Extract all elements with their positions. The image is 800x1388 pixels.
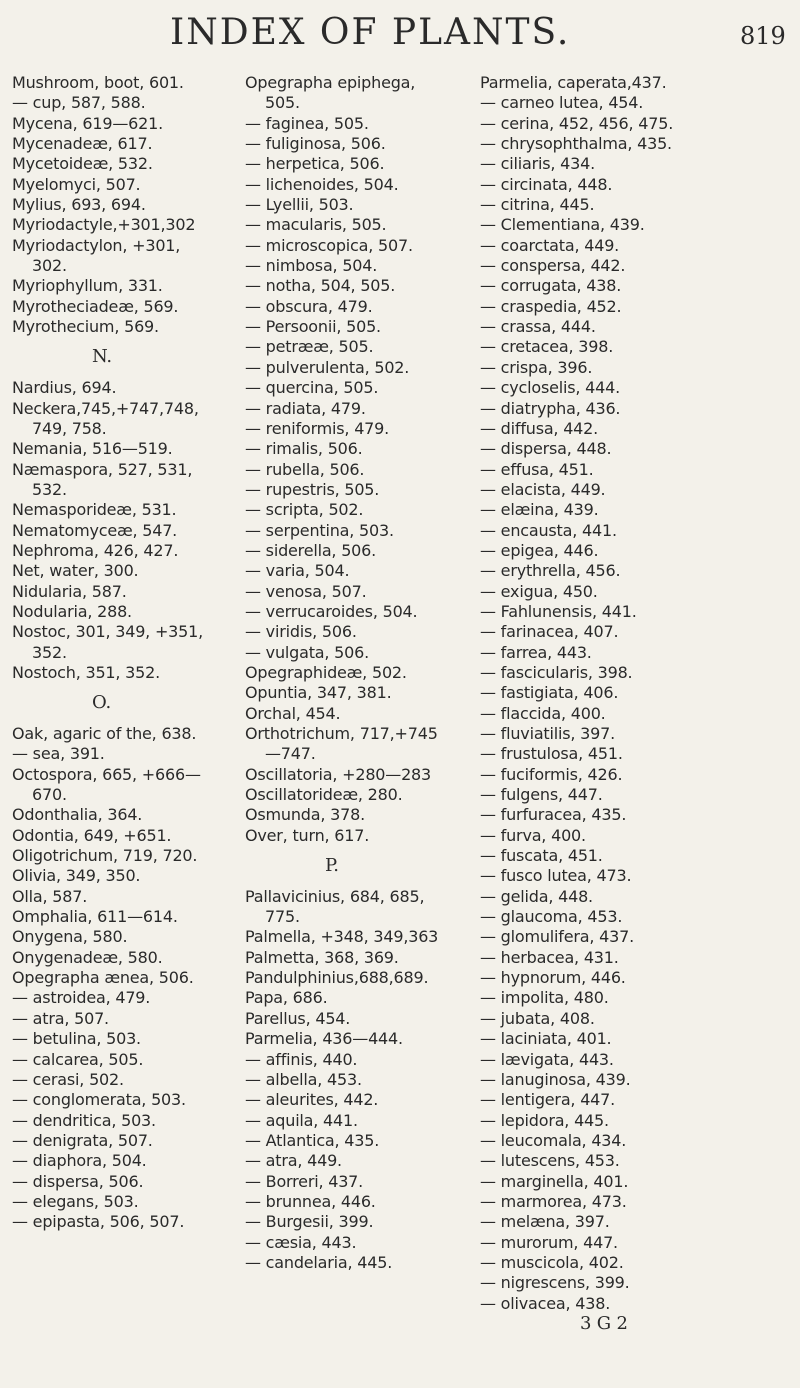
index-entry: — marginella, 401.: [480, 1171, 629, 1191]
index-entry: — nimbosa, 504.: [245, 256, 378, 276]
index-column-3: [480, 73, 735, 1334]
index-entry: — farinacea, 407.: [480, 622, 619, 642]
index-entry: — furfuracea, 435.: [480, 805, 627, 825]
index-entry: — macularis, 505.: [245, 215, 387, 235]
index-entry: — herpetica, 506.: [245, 154, 385, 174]
index-entry: Opegrapha ænea, 506.: [12, 968, 194, 988]
index-entry: Myriodactylon, +301,: [12, 235, 181, 255]
index-entry: — diffusa, 442.: [480, 418, 599, 438]
page-title: INDEX OF PLANTS.: [170, 12, 571, 53]
entries-p: [245, 887, 470, 1274]
index-entry: 670.: [32, 785, 67, 805]
index-entry: — lanuginosa, 439.: [480, 1069, 631, 1089]
index-entry: — albella, 453.: [245, 1069, 362, 1089]
index-entry: Odontia, 649, +651.: [12, 825, 172, 845]
index-entry: — melæna, 397.: [480, 1212, 610, 1232]
section-heading-o: O.: [92, 692, 112, 714]
index-entry: — lævigata, 443.: [480, 1049, 614, 1069]
index-entry: Oscillatoria, +280—283: [245, 764, 432, 784]
index-entry: Pandulphinius,688,689.: [245, 968, 429, 988]
index-entry: Onygenadeæ, 580.: [12, 947, 163, 967]
entries-o: [12, 724, 237, 1233]
index-entry: Onygena, 580.: [12, 927, 128, 947]
index-entry: — rimalis, 506.: [245, 439, 363, 459]
index-entry: — fascicularis, 398.: [480, 662, 633, 682]
index-entry: — elacista, 449.: [480, 479, 606, 499]
index-entry: — fuscata, 451.: [480, 846, 603, 866]
index-entry: — atra, 507.: [12, 1008, 109, 1028]
index-entry: — hypnorum, 446.: [480, 968, 626, 988]
index-entry: — jubata, 408.: [480, 1008, 595, 1028]
index-entry: Over, turn, 617.: [245, 825, 370, 845]
index-entry: Papa, 686.: [245, 988, 328, 1008]
index-entry: Nostoch, 351, 352.: [12, 662, 161, 682]
index-entry: — cerasi, 502.: [12, 1069, 124, 1089]
index-entry: Opegraphideæ, 502.: [245, 662, 407, 682]
index-entry: — exigua, 450.: [480, 581, 598, 601]
index-entry: — ciliaris, 434.: [480, 154, 595, 174]
index-entry: Odonthalia, 364.: [12, 805, 143, 825]
index-entry: — flaccida, 400.: [480, 703, 606, 723]
index-entry: — aquila, 441.: [245, 1110, 358, 1130]
index-entry: Myrothecium, 569.: [12, 317, 159, 337]
index-entry: Nostoc, 301, 349, +351,: [12, 622, 203, 642]
index-entry: — scripta, 502.: [245, 500, 364, 520]
index-entry: Pallavicinius, 684, 685,: [245, 886, 425, 906]
index-entry: — vulgata, 506.: [245, 642, 369, 662]
index-entry: 505.: [265, 93, 300, 113]
index-entry: — calcarea, 505.: [12, 1049, 144, 1069]
index-entry: — fulgens, 447.: [480, 785, 603, 805]
index-entry: — diaphora, 504.: [12, 1151, 147, 1171]
entries-parmelia: [480, 73, 735, 1314]
index-entry: Opuntia, 347, 381.: [245, 683, 392, 703]
index-entry: — fuciformis, 426.: [480, 764, 623, 784]
index-entry: Olivia, 349, 350.: [12, 866, 141, 886]
index-entry: — affinis, 440.: [245, 1049, 358, 1069]
index-entry: — nigrescens, 399.: [480, 1273, 630, 1293]
index-entry: — fuliginosa, 506.: [245, 134, 386, 154]
index-entry: — effusa, 451.: [480, 459, 594, 479]
index-entry: — reniformis, 479.: [245, 418, 390, 438]
index-entry: — epipasta, 506, 507.: [12, 1212, 185, 1232]
index-entry: — Burgesii, 399.: [245, 1212, 374, 1232]
index-entry: — radiata, 479.: [245, 398, 366, 418]
index-entry: Myelomyci, 507.: [12, 174, 141, 194]
index-entry: — Borreri, 437.: [245, 1171, 364, 1191]
index-entry: — aleurites, 442.: [245, 1090, 379, 1110]
index-entry: — furva, 400.: [480, 825, 586, 845]
index-entry: — fluviatilis, 397.: [480, 724, 615, 743]
index-entry: Neckera,745,+747,748,: [12, 398, 199, 418]
index-entry: — Clementiana, 439.: [480, 215, 645, 235]
index-entry: Oscillatorideæ, 280.: [245, 785, 403, 805]
index-entry: — microscopica, 507.: [245, 235, 413, 255]
index-entry: — crispa, 396.: [480, 357, 593, 377]
index-entry: — varia, 504.: [245, 561, 350, 581]
index-entry: — impolita, 480.: [480, 988, 609, 1008]
index-entry: — laciniata, 401.: [480, 1029, 612, 1049]
index-entry: Mushroom, boot, 601.: [12, 73, 184, 92]
index-entry: Nidularia, 587.: [12, 581, 127, 601]
index-entry: Nemasporideæ, 531.: [12, 500, 177, 520]
index-entry: — siderella, 506.: [245, 540, 377, 560]
index-entry: — Atlantica, 435.: [245, 1130, 380, 1150]
index-entry: — viridis, 506.: [245, 622, 357, 642]
index-entry: Mycena, 619—621.: [12, 113, 163, 133]
index-entry: — cretacea, 398.: [480, 337, 614, 357]
index-entry: — leucomala, 434.: [480, 1130, 627, 1150]
index-entry: — verrucaroides, 504.: [245, 601, 418, 621]
index-entry: — murorum, 447.: [480, 1232, 618, 1252]
index-entry: Osmunda, 378.: [245, 805, 365, 825]
index-entry: — quercina, 505.: [245, 378, 379, 398]
index-entry: — epigea, 446.: [480, 540, 599, 560]
index-entry: Myrotheciadeæ, 569.: [12, 296, 179, 316]
index-entry: — chrysophthalma, 435.: [480, 134, 672, 154]
index-entry: Parmelia, 436—444.: [245, 1029, 403, 1049]
index-entry: Oak, agaric of the, 638.: [12, 724, 197, 743]
index-entry: — obscura, 479.: [245, 296, 373, 316]
index-entry: Mylius, 693, 694.: [12, 195, 146, 215]
index-entry: Palmetta, 368, 369.: [245, 947, 399, 967]
index-entry: — cup, 587, 588.: [12, 93, 146, 113]
index-entry: — fusco lutea, 473.: [480, 866, 632, 886]
index-entry: — candelaria, 445.: [245, 1252, 393, 1272]
index-entry: — rupestris, 505.: [245, 479, 380, 499]
index-entry: — cerina, 452, 456, 475.: [480, 113, 674, 133]
index-entry: Palmella, +348, 349,363: [245, 927, 439, 947]
index-entry: Net, water, 300.: [12, 561, 139, 581]
index-entry: — Fahlunensis, 441.: [480, 601, 637, 621]
index-entry: — glaucoma, 453.: [480, 907, 623, 927]
index-entry: 749, 758.: [32, 418, 107, 438]
index-entry: — Persoonii, 505.: [245, 317, 381, 337]
index-entry: 775.: [265, 907, 300, 927]
section-heading-p: P.: [325, 855, 339, 877]
index-entry: — gelida, 448.: [480, 886, 593, 906]
index-entry: Opegrapha epiphega,: [245, 73, 416, 92]
index-entry: — elegans, 503.: [12, 1191, 139, 1211]
index-entry: — serpentina, 503.: [245, 520, 394, 540]
index-entry: — cycloselis, 444.: [480, 378, 620, 398]
section-heading-n: N.: [92, 346, 112, 368]
index-entry: — marmorea, 473.: [480, 1191, 627, 1211]
index-entry: — olivacea, 438.: [480, 1293, 611, 1313]
index-entry: — elæina, 439.: [480, 500, 599, 520]
index-entry: — citrina, 445.: [480, 195, 595, 215]
index-entry: — herbacea, 431.: [480, 947, 619, 967]
index-entry: — conspersa, 442.: [480, 256, 626, 276]
index-entry: Myriodactyle,+301,302: [12, 215, 196, 235]
index-entry: Octospora, 665, +666—: [12, 764, 201, 784]
index-entry: — brunnea, 446.: [245, 1191, 376, 1211]
index-column-1: [12, 73, 237, 1233]
index-entry: — astroidea, 479.: [12, 988, 151, 1008]
index-entry: — pulverulenta, 502.: [245, 357, 410, 377]
index-entry: 302.: [32, 256, 67, 276]
index-entry: — notha, 504, 505.: [245, 276, 396, 296]
index-entry: — glomulifera, 437.: [480, 927, 634, 947]
index-entry: Næmaspora, 527, 531,: [12, 459, 193, 479]
index-entry: Nemania, 516—519.: [12, 439, 173, 459]
index-entry: — betulina, 503.: [12, 1029, 141, 1049]
index-column-2: [245, 73, 470, 1273]
index-entry: — rubella, 506.: [245, 459, 365, 479]
index-entry: — petrææ, 505.: [245, 337, 374, 357]
index-entry: — faginea, 505.: [245, 113, 369, 133]
index-entry: — fastigiata, 406.: [480, 683, 619, 703]
index-entry: Parellus, 454.: [245, 1008, 351, 1028]
page-header: [0, 12, 800, 62]
index-entry: — encausta, 441.: [480, 520, 617, 540]
index-entry: — crassa, 444.: [480, 317, 596, 337]
index-entry: — venosa, 507.: [245, 581, 367, 601]
index-entry: — erythrella, 456.: [480, 561, 621, 581]
entries-opegrapha: [245, 73, 470, 846]
index-entry: — frustulosa, 451.: [480, 744, 623, 764]
index-entry: Nardius, 694.: [12, 378, 117, 398]
index-entry: — dispersa, 448.: [480, 439, 612, 459]
index-entry: Parmelia, caperata,437.: [480, 73, 667, 92]
index-entry: Olla, 587.: [12, 886, 88, 906]
index-entry: — conglomerata, 503.: [12, 1090, 186, 1110]
index-entry: Nematomyceæ, 547.: [12, 520, 178, 540]
index-entry: Mycetoideæ, 532.: [12, 154, 153, 174]
index-entry: 532.: [32, 479, 67, 499]
index-entry: — carneo lutea, 454.: [480, 93, 644, 113]
index-entry: — farrea, 443.: [480, 642, 592, 662]
page-number: 819: [740, 22, 786, 50]
index-entry: Myriophyllum, 331.: [12, 276, 163, 296]
index-entry: — Lyellii, 503.: [245, 195, 354, 215]
index-entry: Orthotrichum, 717,+745: [245, 724, 438, 743]
index-entry: — muscicola, 402.: [480, 1252, 624, 1272]
index-entry: — lutescens, 453.: [480, 1151, 620, 1171]
index-entry: — craspedia, 452.: [480, 296, 622, 316]
index-entry: — lepidora, 445.: [480, 1110, 609, 1130]
index-entry: Orchal, 454.: [245, 703, 341, 723]
index-entry: Omphalia, 611—614.: [12, 907, 178, 927]
index-entry: Mycenadeæ, 617.: [12, 134, 153, 154]
index-entry: — lentigera, 447.: [480, 1090, 616, 1110]
signature-mark: 3 G 2: [580, 1312, 628, 1334]
entries-n: [12, 378, 237, 683]
index-entry: Nephroma, 426, 427.: [12, 540, 179, 560]
index-entry: — corrugata, 438.: [480, 276, 622, 296]
index-entry: — cæsia, 443.: [245, 1232, 357, 1252]
index-entry: Nodularia, 288.: [12, 601, 132, 621]
index-entry: — lichenoides, 504.: [245, 174, 399, 194]
index-entry: — dendritica, 503.: [12, 1110, 156, 1130]
index-entry: — atra, 449.: [245, 1151, 342, 1171]
index-entry: —747.: [265, 744, 316, 764]
index-entry: — coarctata, 449.: [480, 235, 620, 255]
index-entry: — diatrypha, 436.: [480, 398, 621, 418]
index-entry: — circinata, 448.: [480, 174, 613, 194]
index-entry: 352.: [32, 642, 67, 662]
index-entry: — sea, 391.: [12, 744, 105, 764]
index-entry: — denigrata, 507.: [12, 1130, 153, 1150]
index-entry: Oligotrichum, 719, 720.: [12, 846, 198, 866]
entries-m: [12, 73, 237, 337]
index-entry: — dispersa, 506.: [12, 1171, 144, 1191]
